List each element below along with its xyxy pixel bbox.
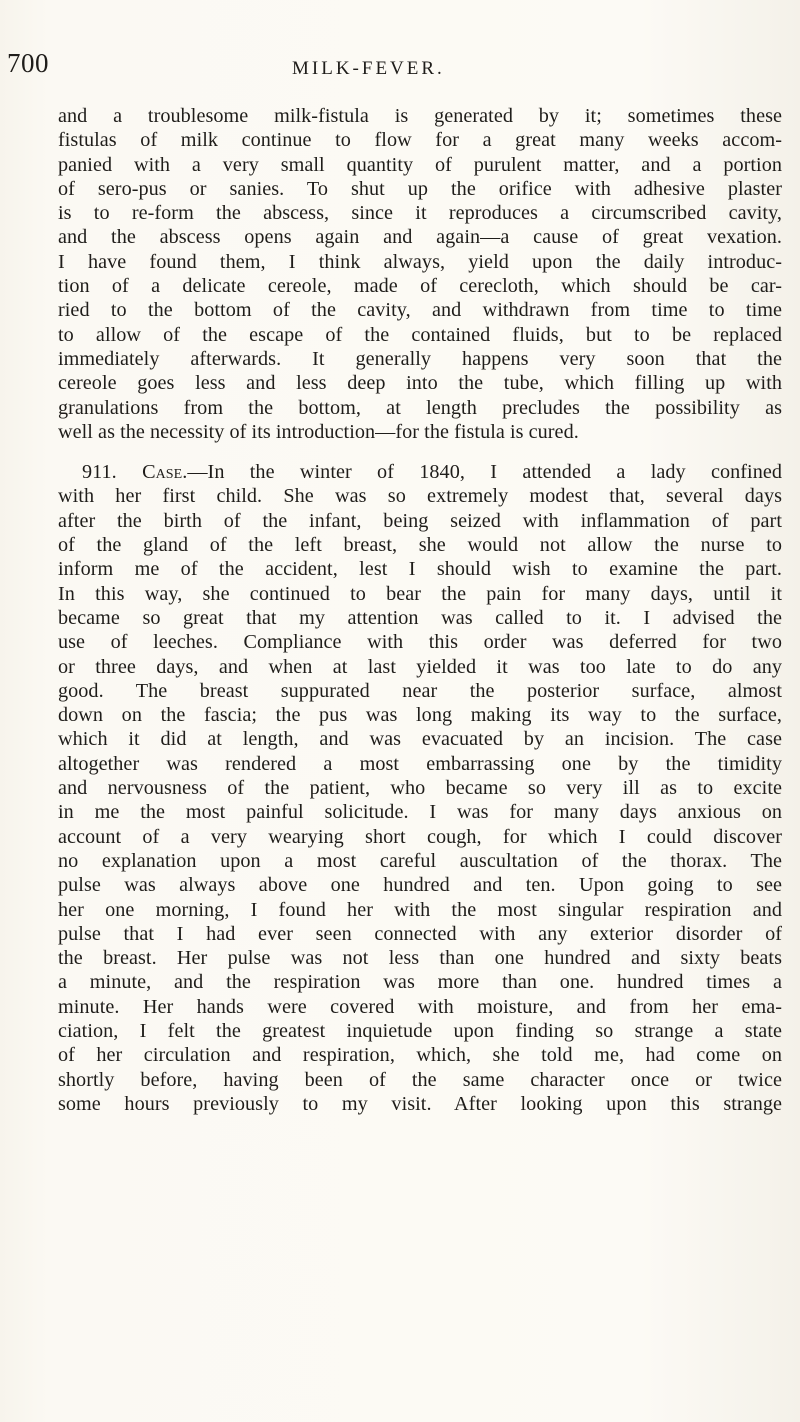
text-line: of her circulation and respiration, which, she told me, had come on	[58, 1044, 782, 1067]
text-line: which it did at length, and was evacuated by an incision. The case	[58, 728, 782, 751]
case-label: Case	[142, 461, 183, 484]
text-line: immediately afterwards. It generally happens very soon that the	[58, 347, 782, 370]
text-line: minute. Her hands were covered with moisture, and from her ema-	[58, 995, 782, 1018]
text-line: down on the fascia; the pus was long making its way to the surface,	[58, 704, 782, 727]
page-number: 700	[7, 48, 49, 78]
text-line: some hours previously to my visit. After looking upon this strange	[58, 1092, 782, 1115]
text-line: is to re-form the abscess, since it reproduces a circumscribed cavity,	[58, 202, 782, 225]
text-line: of sero-pus or sanies. To shut up the orifice with adhesive plaster	[58, 177, 782, 200]
body-text	[58, 104, 782, 1116]
text-line: well as the necessity of its introduction—for the fistula is cured.	[58, 420, 579, 443]
case-first-line	[58, 460, 782, 484]
text-line: In this way, she continued to bear the pain for many days, until it	[58, 582, 782, 605]
paragraph-case-911	[58, 460, 782, 1116]
text-line: shortly before, having been of the same character once or twice	[58, 1068, 782, 1091]
text-line: after the birth of the infant, being seized with inflammation of part	[58, 509, 782, 532]
text-line: of the gland of the left breast, she would not allow the nurse to	[58, 534, 782, 557]
text-line: and the abscess opens again and again—a cause of great vexation.	[58, 226, 782, 249]
text-line: no explanation upon a most careful auscultation of the thorax. The	[58, 849, 782, 872]
text-line: or three days, and when at last yielded it was too late to do any	[58, 655, 782, 678]
text-line: tion of a delicate cereole, made of cerecloth, which should be car-	[58, 275, 782, 298]
text-line: inform me of the accident, lest I should wish to examine the part.	[58, 558, 782, 581]
text-line: use of leeches. Compliance with this order was deferred for two	[58, 631, 782, 654]
text-line: a minute, and the respiration was more than one. hundred times a	[58, 971, 782, 994]
text-line: ciation, I felt the greatest inquietude upon finding so strange a state	[58, 1019, 782, 1042]
text-line: and nervousness of the patient, who became so very ill as to excite	[58, 777, 782, 800]
text-line: panied with a very small quantity of purulent matter, and a portion	[58, 153, 782, 176]
running-head	[0, 48, 800, 88]
case-number: 911.	[82, 461, 117, 484]
text-line: I have found them, I think always, yield upon the daily introduc-	[58, 250, 782, 273]
text-line: in me the most painful solicitude. I was for many days anxious on	[58, 801, 782, 824]
text-line: altogether was rendered a most embarrassing one by the timidity	[58, 752, 782, 775]
case-first-line-text: .—In the winter of 1840, I attended a lady confined	[182, 461, 782, 484]
text-line: cereole goes less and less deep into the tube, which filling up with	[58, 372, 782, 395]
text-line: granulations from the bottom, at length precludes the possibility as	[58, 396, 782, 419]
text-line: good. The breast suppurated near the posterior surface, almost	[58, 679, 782, 702]
paragraph-continuation	[58, 104, 782, 444]
paragraph-gap	[58, 444, 782, 460]
text-line: ried to the bottom of the cavity, and withdrawn from time to time	[58, 299, 782, 322]
text-line: pulse that I had ever seen connected with any exterior disorder of	[58, 922, 782, 945]
text-line: account of a very wearying short cough, for which I could discover	[58, 825, 782, 848]
text-line: the breast. Her pulse was not less than one hundred and sixty beats	[58, 947, 782, 970]
text-line: became so great that my attention was called to it. I advised the	[58, 606, 782, 629]
text-line: her one morning, I found her with the most singular respiration and	[58, 898, 782, 921]
text-line: pulse was always above one hundred and ten. Upon going to see	[58, 874, 782, 897]
running-title: MILK-FEVER.	[292, 58, 445, 79]
text-line: fistulas of milk continue to flow for a great many weeks accom-	[58, 129, 782, 152]
text-line: and a troublesome milk-fistula is generated by it; sometimes these	[58, 105, 782, 127]
text-line: to allow of the escape of the contained fluids, but to be replaced	[58, 323, 782, 346]
text-line: with her first child. She was so extremely modest that, several days	[58, 485, 782, 508]
